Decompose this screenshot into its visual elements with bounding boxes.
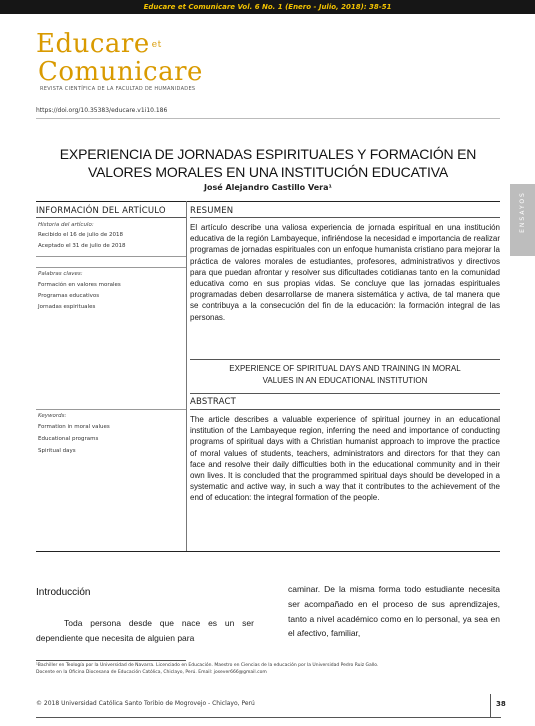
page-number: 38 <box>496 700 506 708</box>
history-label: Historia del artículo: <box>38 222 94 228</box>
intro-heading: Introducción <box>36 587 91 598</box>
resumen-heading: RESUMEN <box>190 206 234 216</box>
keyword-es: Formación en valores morales <box>38 282 121 288</box>
keywords-en-label: Keywords: <box>38 413 67 419</box>
intro-column-1: Toda persona desde que nace es un ser dependiente que necesita de alguien para <box>36 618 254 643</box>
divider <box>190 359 500 360</box>
divider <box>36 201 500 202</box>
intro-column-2: caminar. De la misma forma todo estudiante necesita ser acompañado en el proceso de sus aprendizajes, tanto a nivel académico como en lo personal, ya sea en el afectivo, familiar, <box>288 584 500 639</box>
journal-logo <box>36 30 296 96</box>
copyright-footer: © 2018 Universidad Católica Santo Toribio de Mogrovejo - Chiclayo, Perú <box>36 700 255 707</box>
author-footnote: ¹Bachiller en Teología por la Universidad de Navarra. Licenciado en Educación. Maestro en Ciencias de la educación por la Universidad Pedro Ruiz Gallo. Docente en la Oficina Diocesana de Educación Católica, Chiclayo, Perú. Email: josever666@gmail.com <box>36 663 379 675</box>
journal-header-bar: Educare et Comunicare Vol. 6 No. 1 (Enero - Julio, 2018): 38-51 <box>0 0 535 14</box>
keyword-en: Spiritual days <box>38 448 76 454</box>
abstract-heading: ABSTRACT <box>190 397 237 407</box>
footer-rule <box>36 717 501 718</box>
divider <box>36 256 186 257</box>
article-author: José Alejandro Castillo Vera¹ <box>204 183 332 192</box>
english-title: EXPERIENCE OF SPIRITUAL DAYS AND TRAINING IN MORAL VALUES IN AN EDUCATIONAL INSTITUTION <box>229 364 461 385</box>
divider <box>36 551 500 552</box>
divider <box>36 409 186 410</box>
abstract-text: The article describes a valuable experience of spiritual journey in an educational institution of the Lambayeque region, inferring the need and importance of conducting programs of spiritual days with a Christian humanist approach to improve the practice of moral values of students, teachers, administrators and directors for that they can face and resolve their daily difficulties both in the educational community and in their own lives. It is concluded that the programmed spiritual days should be developed in a systematic and active way, in such a way that it contributes to the achievement of the end of education: the integral formation of the people. <box>190 415 500 503</box>
keyword-es: Jornadas espirituales <box>38 304 96 310</box>
resumen-text: El artículo describe una valiosa experiencia de jornada espiritual en una institución educativa de la región Lambayeque, infiriéndose la necesidad e importancia de realizar programas de jornadas espirituales con un enfoque humanista cristiano para mejorar la práctica de valores morales de estudiantes, profesores, administrativos y directivos para que puedan afrontar y resolver sus dificultades cotidianas tanto en la comunidad educativa como en sus propias vidas. Se concluye que las jornadas espirituales programadas deben desarrollarse de manera sistemática y activa, de tal manera que se contribuya a la consecución del fin de la educación: la formación integral de las personas. <box>190 223 500 322</box>
divider <box>190 409 500 410</box>
divider <box>190 393 500 394</box>
keyword-en: Formation in moral values <box>38 424 110 430</box>
accepted-date: Aceptado el 31 de julio de 2018 <box>38 243 126 249</box>
divider <box>36 267 186 268</box>
received-date: Recibido el 16 de julio de 2018 <box>38 232 123 238</box>
keyword-es: Programas educativos <box>38 293 100 299</box>
page-divider <box>490 694 491 717</box>
footnote-divider <box>36 660 186 661</box>
doi-link[interactable]: https://doi.org/10.35383/educare.v1i10.186 <box>36 107 168 114</box>
section-tab: ENSAYOS <box>510 184 535 256</box>
logo-line2: Comunicare <box>38 57 203 87</box>
article-title: EXPERIENCIA DE JORNADAS ESPIRITUALES Y FORMACIÓN EN VALORES MORALES EN UNA INSTITUCIÓN EDUCATIVA <box>59 146 477 180</box>
keyword-en: Educational programs <box>38 436 99 442</box>
divider <box>36 118 500 119</box>
divider <box>36 217 186 218</box>
logo-line1: Educare et <box>36 29 162 59</box>
keywords-es-label: Palabras claves: <box>38 271 83 277</box>
info-heading: INFORMACIÓN DEL ARTÍCULO <box>36 206 166 216</box>
divider <box>190 217 500 218</box>
logo-subtitle: REVISTA CIENTÍFICA DE LA FACULTAD DE HUMANIDADES <box>40 86 196 92</box>
column-divider <box>186 201 187 551</box>
